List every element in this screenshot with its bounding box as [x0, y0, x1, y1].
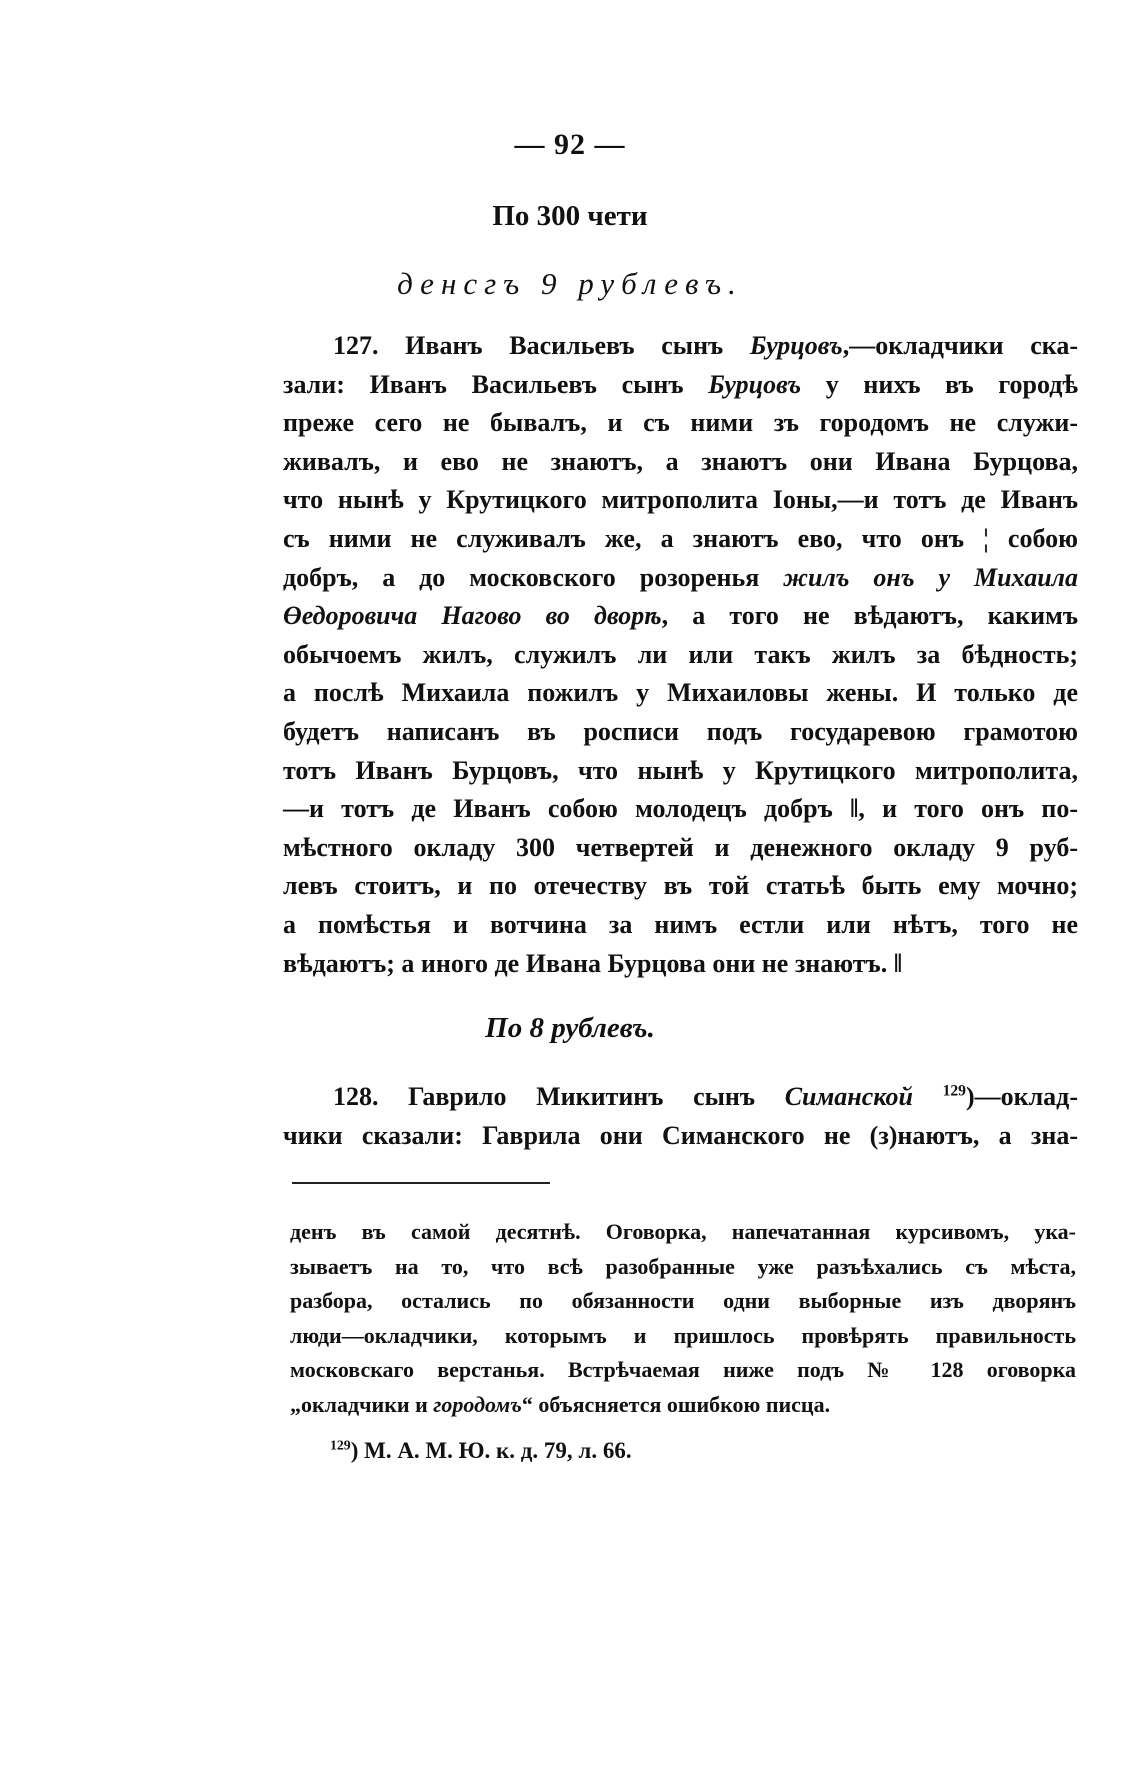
- text-line: мѣстного окладу 300 четвертей и денежного окладу 9 руб-: [283, 832, 1078, 862]
- text-line: [283, 366, 1078, 405]
- text-line: чики сказали: Гаврила они Симанского не (з)наютъ, а зна-: [283, 1120, 1078, 1150]
- footnote-line: [290, 1388, 1076, 1423]
- text-line: [283, 327, 1078, 366]
- footnote-line: разбора, остались по обязанности одни выборные изъ дворянъ: [290, 1288, 1076, 1313]
- text-span: , а того не вѣдаютъ, какимъ: [661, 601, 1078, 631]
- text-span: ,—окладчики ска-: [842, 331, 1079, 360]
- text-span: “ объясняется ошибкою писца.: [521, 1391, 831, 1417]
- footnote-citation: ) М. А. М. Ю. к. д. 79, л. 66.: [350, 1438, 632, 1463]
- text-line: —и тотъ де Иванъ собою молодецъ добръ ‖, и того онъ по-: [283, 794, 1078, 824]
- text-line: а послѣ Михаила пожилъ у Михаиловы жены. И только де: [283, 678, 1078, 708]
- text-line: преже сего не бывалъ, и съ ними зъ городомъ не служи-: [283, 408, 1078, 438]
- italic-phrase: жилъ онъ у Михаила: [783, 562, 1078, 592]
- footnote-129: [290, 1434, 1076, 1469]
- text-line: обычоемъ жилъ, служилъ ли или такъ жилъ за бѣдность;: [283, 639, 1078, 669]
- text-line: левъ стоитъ, и по отечеству въ той статьѣ быть ему мочно;: [283, 871, 1078, 901]
- entry-128-paragraph: [283, 1078, 1078, 1155]
- text-line: а помѣстья и вотчина за нимъ естли или нѣтъ, того не: [283, 909, 1078, 939]
- footnote-line: московскаго верстанья. Встрѣчаемая ниже подъ № 128 оговорка: [290, 1357, 1076, 1382]
- text-span: зали: Иванъ Васильевъ сынъ: [283, 369, 709, 399]
- italic-word: городомъ: [433, 1391, 522, 1417]
- text-line: съ ними не служивалъ же, а знаютъ ево, что онъ ¦ собою: [283, 523, 1078, 553]
- footnote-number: 129: [330, 1437, 351, 1453]
- italic-name: Бурцовъ: [749, 331, 843, 360]
- subsection-heading: денсгъ 9 рублевъ.: [397, 266, 743, 301]
- page-number: — 92 —: [514, 128, 626, 161]
- text-line: что нынѣ у Крутицкого митрополита Іоны,—и тотъ де Иванъ: [283, 485, 1078, 515]
- text-line: будетъ написанъ въ росписи подъ государевою грамотою: [283, 716, 1078, 746]
- footnote-marker: 129: [942, 1082, 966, 1100]
- footnote-divider: [292, 1182, 550, 1184]
- section-heading: По 300 чети: [492, 200, 648, 232]
- text-line: [283, 1078, 1078, 1117]
- section-heading-2: По 8 рублевъ.: [485, 1012, 655, 1044]
- entry-127-paragraph: [283, 327, 1078, 983]
- text-line: [283, 597, 1078, 636]
- italic-phrase: Өедоровича Нагово во дворѣ: [283, 601, 662, 631]
- text-span: „окладчики и: [290, 1391, 434, 1417]
- text-span: у нихъ въ городѣ: [801, 369, 1078, 399]
- text-line: живалъ, и ево не знаютъ, а знаютъ они Ивана Бурцова,: [283, 446, 1078, 476]
- text-span: 127. Иванъ Васильевъ сынъ: [333, 331, 750, 360]
- footnote-line: зываетъ на то, что всѣ разобранные уже разъѣхались съ мѣста,: [290, 1253, 1076, 1279]
- italic-name: Бурцовъ: [708, 369, 802, 399]
- text-line: вѣдаютъ; а иного де Ивана Бурцова они не знаютъ. ‖: [283, 948, 903, 978]
- text-span: )—оклад-: [965, 1082, 1078, 1111]
- footnote-line: люди—окладчики, которымъ и пришлось провѣрять правильность: [290, 1322, 1076, 1348]
- text-line: тотъ Иванъ Бурцовъ, что нынѣ у Крутицкого митрополита,: [283, 755, 1078, 785]
- footnotes-block: [290, 1215, 1076, 1469]
- text-span: 128. Гаврило Микитинъ сынъ: [333, 1082, 785, 1111]
- text-span: добръ, а до московского розоренья: [283, 562, 784, 592]
- text-line: [283, 559, 1078, 598]
- italic-name: Симанской: [784, 1082, 913, 1111]
- footnote-line: денъ въ самой десятнѣ. Оговорка, напечатанная курсивомъ, ука-: [290, 1219, 1076, 1244]
